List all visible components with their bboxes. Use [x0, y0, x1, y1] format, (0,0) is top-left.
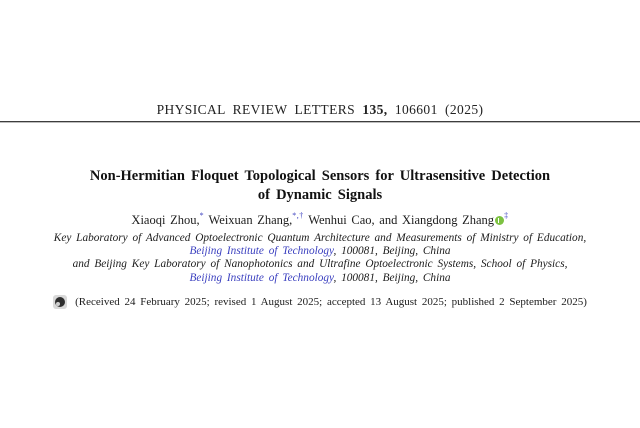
- footnote-marker-link[interactable]: ‡: [504, 211, 509, 220]
- journal-volume: 135,: [355, 102, 395, 117]
- journal-name: PHYSICAL REVIEW LETTERS: [156, 102, 356, 117]
- paper-title-line2: of Dynamic Signals: [257, 186, 383, 203]
- footnote-marker-link[interactable]: *,†: [292, 211, 304, 220]
- affiliation-line: [20, 245, 620, 258]
- author-name: Wenhui Cao, and Xiangdong Zhang: [303, 213, 495, 227]
- paper-title: [40, 167, 600, 204]
- crossmark-icon[interactable]: [53, 295, 67, 309]
- journal-article-number: 106601 (2025): [394, 102, 484, 117]
- paper-title-line1: Non-Hermitian Floquet Topological Sensors for Ultrasensitive Detection: [89, 168, 551, 184]
- affiliation-line: and Beijing Key Laboratory of Nanophotonics and Ultrafine Optoelectronic Systems, School of Physics,: [72, 258, 568, 271]
- affiliations-block: [20, 232, 620, 285]
- affiliation-line: Key Laboratory of Advanced Optoelectronic Quantum Architecture and Measurements of Ministry of Education,: [53, 232, 587, 244]
- institution-link[interactable]: Beijing Institute of Technology: [189, 245, 334, 258]
- header-divider-rule: [0, 121, 640, 123]
- journal-header: [0, 102, 640, 118]
- authors-line: [20, 211, 620, 228]
- affiliation-address: , 100081, Beijing, China: [333, 245, 451, 258]
- institution-link[interactable]: Beijing Institute of Technology: [189, 271, 334, 284]
- footnote-marker-link[interactable]: *: [199, 211, 205, 220]
- affiliation-line: [20, 272, 620, 285]
- orcid-id-icon[interactable]: [495, 216, 504, 225]
- author-name: Xiaoqi Zhou,: [131, 213, 200, 227]
- author-name: Weixuan Zhang,: [204, 213, 293, 227]
- publication-history-text: (Received 24 February 2025; revised 1 August 2025; accepted 13 August 2025; published 2 September 2025): [75, 296, 587, 308]
- affiliation-address: , 100081, Beijing, China: [333, 271, 451, 284]
- publication-history-row: [0, 295, 640, 309]
